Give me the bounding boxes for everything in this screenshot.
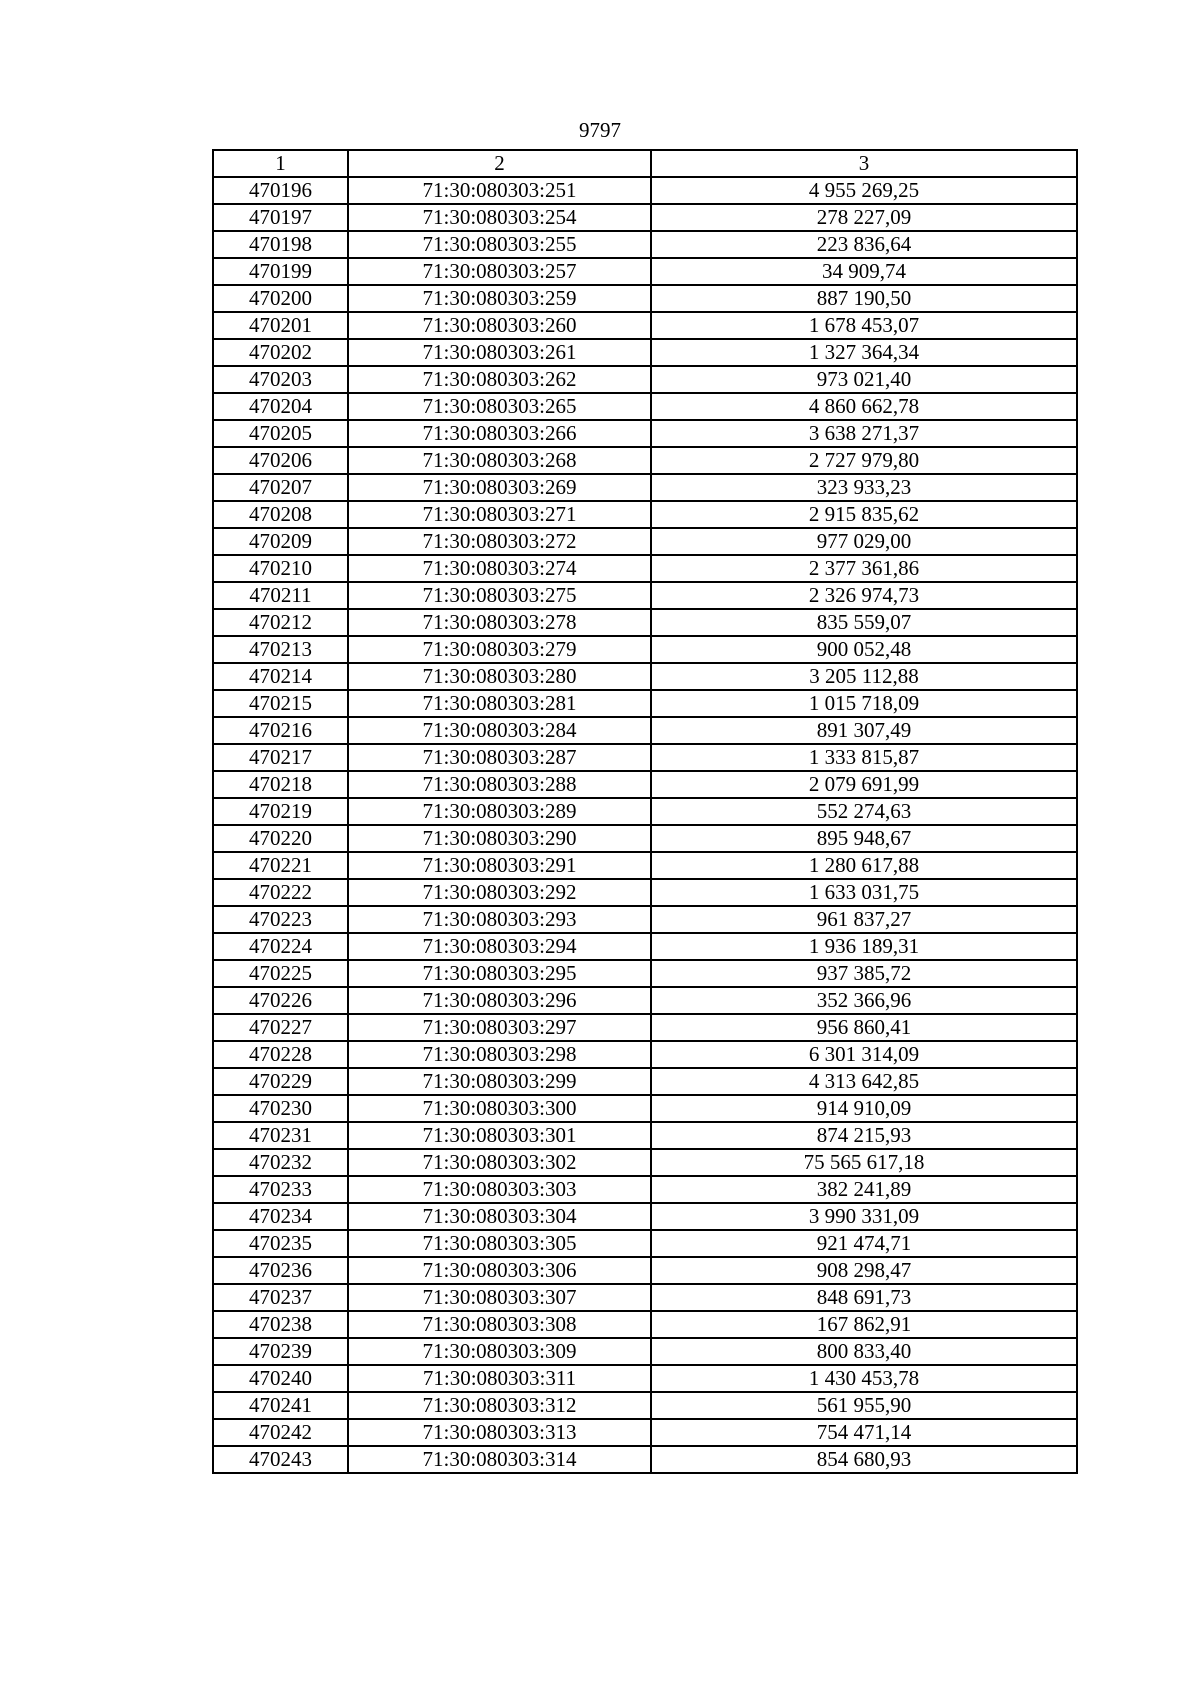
value-cell: 2 377 361,86 [651,555,1077,582]
row-number-cell: 470218 [213,771,348,798]
cadastral-number-cell: 71:30:080303:280 [348,663,651,690]
table-row [213,987,1077,1014]
table-row [213,393,1077,420]
cadastral-number-cell: 71:30:080303:266 [348,420,651,447]
cadastral-number-cell: 71:30:080303:272 [348,528,651,555]
value-cell: 1 678 453,07 [651,312,1077,339]
cadastral-number-cell: 71:30:080303:269 [348,474,651,501]
cadastral-number-cell: 71:30:080303:299 [348,1068,651,1095]
row-number-cell: 470225 [213,960,348,987]
row-number-cell: 470243 [213,1446,348,1473]
table-row [213,771,1077,798]
table-header [213,150,1077,177]
row-number-cell: 470219 [213,798,348,825]
row-number-cell: 470200 [213,285,348,312]
table-row [213,231,1077,258]
value-cell: 2 915 835,62 [651,501,1077,528]
value-cell: 2 079 691,99 [651,771,1077,798]
cadastral-number-cell: 71:30:080303:262 [348,366,651,393]
table-row [213,1149,1077,1176]
cadastral-number-cell: 71:30:080303:296 [348,987,651,1014]
value-cell: 887 190,50 [651,285,1077,312]
value-cell: 34 909,74 [651,258,1077,285]
row-number-cell: 470217 [213,744,348,771]
table-row [213,204,1077,231]
cadastral-number-cell: 71:30:080303:271 [348,501,651,528]
table-row [213,1203,1077,1230]
table-row [213,1392,1077,1419]
table-row [213,1338,1077,1365]
cadastral-number-cell: 71:30:080303:313 [348,1419,651,1446]
row-number-cell: 470221 [213,852,348,879]
table-row [213,906,1077,933]
row-number-cell: 470232 [213,1149,348,1176]
cadastral-number-cell: 71:30:080303:304 [348,1203,651,1230]
value-cell: 754 471,14 [651,1419,1077,1446]
cadastral-number-cell: 71:30:080303:278 [348,609,651,636]
row-number-cell: 470207 [213,474,348,501]
table-row [213,744,1077,771]
row-number-cell: 470233 [213,1176,348,1203]
cadastral-number-cell: 71:30:080303:292 [348,879,651,906]
value-cell: 900 052,48 [651,636,1077,663]
cadastral-number-cell: 71:30:080303:306 [348,1257,651,1284]
value-cell: 956 860,41 [651,1014,1077,1041]
table-row [213,177,1077,204]
cadastral-number-cell: 71:30:080303:254 [348,204,651,231]
value-cell: 800 833,40 [651,1338,1077,1365]
table-row [213,879,1077,906]
row-number-cell: 470226 [213,987,348,1014]
row-number-cell: 470227 [213,1014,348,1041]
row-number-cell: 470216 [213,717,348,744]
table-row [213,852,1077,879]
table-row [213,339,1077,366]
table-row [213,474,1077,501]
value-cell: 937 385,72 [651,960,1077,987]
value-cell: 3 205 112,88 [651,663,1077,690]
data-table [212,149,1078,1474]
value-cell: 4 955 269,25 [651,177,1077,204]
table-row [213,798,1077,825]
table-row [213,312,1077,339]
cadastral-number-cell: 71:30:080303:261 [348,339,651,366]
table-row [213,1365,1077,1392]
row-number-cell: 470208 [213,501,348,528]
value-cell: 895 948,67 [651,825,1077,852]
header-row [213,150,1077,177]
row-number-cell: 470230 [213,1095,348,1122]
row-number-cell: 470241 [213,1392,348,1419]
table-row [213,690,1077,717]
row-number-cell: 470213 [213,636,348,663]
row-number-cell: 470196 [213,177,348,204]
value-cell: 914 910,09 [651,1095,1077,1122]
column-header-3: 3 [651,150,1077,177]
value-cell: 908 298,47 [651,1257,1077,1284]
row-number-cell: 470235 [213,1230,348,1257]
row-number-cell: 470228 [213,1041,348,1068]
value-cell: 561 955,90 [651,1392,1077,1419]
value-cell: 1 430 453,78 [651,1365,1077,1392]
value-cell: 1 280 617,88 [651,852,1077,879]
cadastral-number-cell: 71:30:080303:309 [348,1338,651,1365]
row-number-cell: 470204 [213,393,348,420]
value-cell: 1 015 718,09 [651,690,1077,717]
value-cell: 323 933,23 [651,474,1077,501]
row-number-cell: 470203 [213,366,348,393]
table-row [213,1230,1077,1257]
table-row [213,1041,1077,1068]
cadastral-number-cell: 71:30:080303:305 [348,1230,651,1257]
row-number-cell: 470202 [213,339,348,366]
cadastral-number-cell: 71:30:080303:312 [348,1392,651,1419]
table-row [213,1311,1077,1338]
table-row [213,1284,1077,1311]
cadastral-number-cell: 71:30:080303:255 [348,231,651,258]
value-cell: 223 836,64 [651,231,1077,258]
value-cell: 848 691,73 [651,1284,1077,1311]
row-number-cell: 470231 [213,1122,348,1149]
value-cell: 854 680,93 [651,1446,1077,1473]
row-number-cell: 470239 [213,1338,348,1365]
cadastral-number-cell: 71:30:080303:281 [348,690,651,717]
value-cell: 891 307,49 [651,717,1077,744]
row-number-cell: 470198 [213,231,348,258]
cadastral-number-cell: 71:30:080303:275 [348,582,651,609]
table-row [213,420,1077,447]
cadastral-number-cell: 71:30:080303:260 [348,312,651,339]
table-body [213,177,1077,1473]
cadastral-number-cell: 71:30:080303:284 [348,717,651,744]
table-row [213,1257,1077,1284]
table-row [213,1446,1077,1473]
cadastral-number-cell: 71:30:080303:251 [348,177,651,204]
value-cell: 1 327 364,34 [651,339,1077,366]
table-row [213,663,1077,690]
cadastral-number-cell: 71:30:080303:298 [348,1041,651,1068]
row-number-cell: 470214 [213,663,348,690]
table-row [213,825,1077,852]
value-cell: 977 029,00 [651,528,1077,555]
value-cell: 4 860 662,78 [651,393,1077,420]
table-row [213,582,1077,609]
cadastral-number-cell: 71:30:080303:268 [348,447,651,474]
cadastral-number-cell: 71:30:080303:308 [348,1311,651,1338]
cadastral-number-cell: 71:30:080303:302 [348,1149,651,1176]
table-row [213,501,1077,528]
table-row [213,1095,1077,1122]
row-number-cell: 470197 [213,204,348,231]
row-number-cell: 470220 [213,825,348,852]
value-cell: 874 215,93 [651,1122,1077,1149]
value-cell: 552 274,63 [651,798,1077,825]
value-cell: 1 633 031,75 [651,879,1077,906]
row-number-cell: 470234 [213,1203,348,1230]
row-number-cell: 470212 [213,609,348,636]
row-number-cell: 470237 [213,1284,348,1311]
table-row [213,1068,1077,1095]
cadastral-number-cell: 71:30:080303:289 [348,798,651,825]
cadastral-number-cell: 71:30:080303:297 [348,1014,651,1041]
page-number: 9797 [579,118,621,142]
row-number-cell: 470199 [213,258,348,285]
row-number-cell: 470206 [213,447,348,474]
cadastral-number-cell: 71:30:080303:274 [348,555,651,582]
row-number-cell: 470236 [213,1257,348,1284]
table-row [213,258,1077,285]
cadastral-number-cell: 71:30:080303:295 [348,960,651,987]
table-row [213,1176,1077,1203]
table-row [213,1122,1077,1149]
table-row [213,528,1077,555]
value-cell: 6 301 314,09 [651,1041,1077,1068]
value-cell: 3 638 271,37 [651,420,1077,447]
cadastral-number-cell: 71:30:080303:279 [348,636,651,663]
cadastral-number-cell: 71:30:080303:259 [348,285,651,312]
cadastral-number-cell: 71:30:080303:301 [348,1122,651,1149]
cadastral-number-cell: 71:30:080303:287 [348,744,651,771]
table-row [213,960,1077,987]
table-row [213,1419,1077,1446]
row-number-cell: 470238 [213,1311,348,1338]
value-cell: 3 990 331,09 [651,1203,1077,1230]
table-row [213,717,1077,744]
table-row [213,609,1077,636]
value-cell: 2 326 974,73 [651,582,1077,609]
row-number-cell: 470242 [213,1419,348,1446]
value-cell: 1 936 189,31 [651,933,1077,960]
cadastral-number-cell: 71:30:080303:314 [348,1446,651,1473]
row-number-cell: 470223 [213,906,348,933]
row-number-cell: 470210 [213,555,348,582]
value-cell: 167 862,91 [651,1311,1077,1338]
table-row [213,933,1077,960]
row-number-cell: 470224 [213,933,348,960]
cadastral-number-cell: 71:30:080303:300 [348,1095,651,1122]
value-cell: 278 227,09 [651,204,1077,231]
table-row [213,636,1077,663]
column-header-1: 1 [213,150,348,177]
row-number-cell: 470209 [213,528,348,555]
value-cell: 973 021,40 [651,366,1077,393]
cadastral-number-cell: 71:30:080303:257 [348,258,651,285]
value-cell: 2 727 979,80 [651,447,1077,474]
value-cell: 1 333 815,87 [651,744,1077,771]
cadastral-number-cell: 71:30:080303:307 [348,1284,651,1311]
row-number-cell: 470215 [213,690,348,717]
value-cell: 835 559,07 [651,609,1077,636]
row-number-cell: 470240 [213,1365,348,1392]
row-number-cell: 470211 [213,582,348,609]
cadastral-number-cell: 71:30:080303:303 [348,1176,651,1203]
cadastral-number-cell: 71:30:080303:294 [348,933,651,960]
row-number-cell: 470201 [213,312,348,339]
value-cell: 961 837,27 [651,906,1077,933]
row-number-cell: 470205 [213,420,348,447]
value-cell: 352 366,96 [651,987,1077,1014]
cadastral-number-cell: 71:30:080303:265 [348,393,651,420]
table-row [213,555,1077,582]
cadastral-number-cell: 71:30:080303:288 [348,771,651,798]
cadastral-number-cell: 71:30:080303:293 [348,906,651,933]
value-cell: 75 565 617,18 [651,1149,1077,1176]
table-row [213,1014,1077,1041]
table-row [213,285,1077,312]
cadastral-number-cell: 71:30:080303:291 [348,852,651,879]
value-cell: 382 241,89 [651,1176,1077,1203]
value-cell: 4 313 642,85 [651,1068,1077,1095]
column-header-2: 2 [348,150,651,177]
value-cell: 921 474,71 [651,1230,1077,1257]
row-number-cell: 470229 [213,1068,348,1095]
table-row [213,366,1077,393]
row-number-cell: 470222 [213,879,348,906]
cadastral-number-cell: 71:30:080303:311 [348,1365,651,1392]
cadastral-number-cell: 71:30:080303:290 [348,825,651,852]
table-row [213,447,1077,474]
